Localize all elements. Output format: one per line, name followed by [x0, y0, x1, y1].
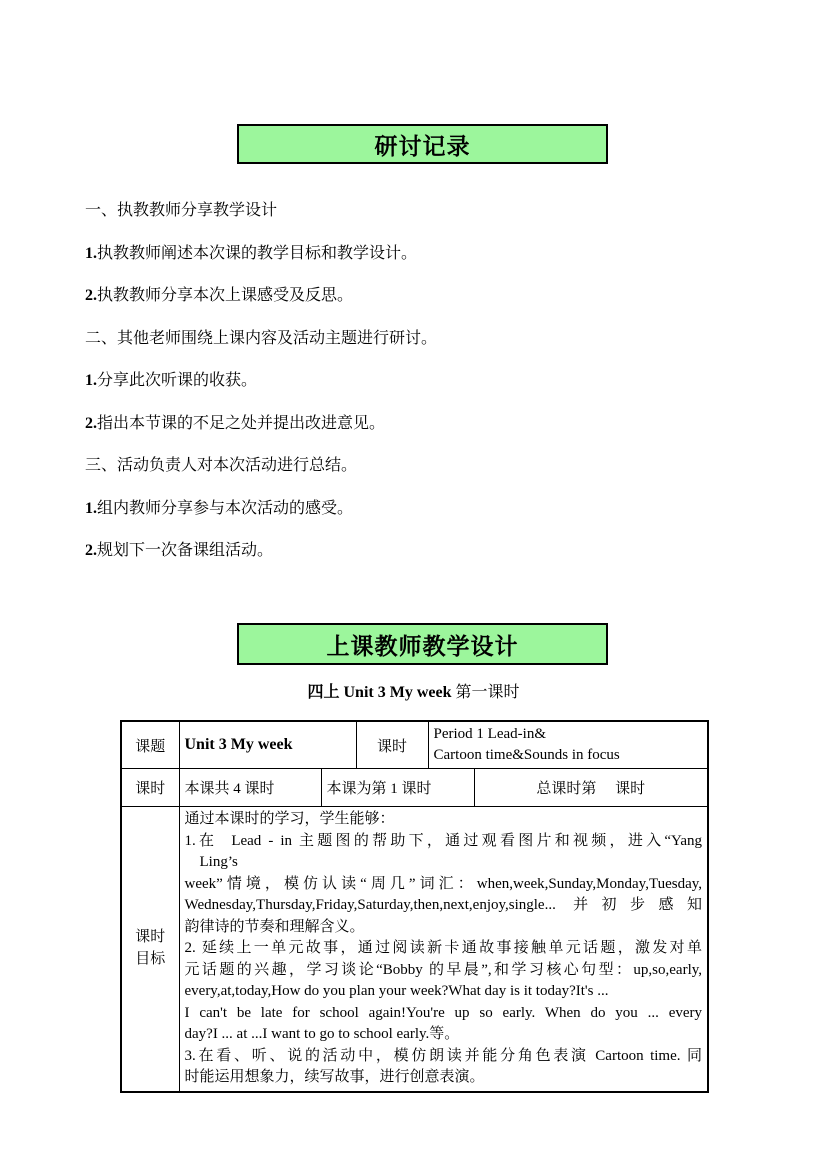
- item-number: 1.: [85, 372, 97, 389]
- section-header-teaching-design: [237, 623, 608, 665]
- discussion-list: [85, 201, 725, 584]
- section-header-text: 研讨记录: [374, 132, 471, 159]
- goal-line: I can't be late for school again!You're up so early. When do you ... every: [184, 1004, 703, 1021]
- cell-overall-hour: [474, 769, 708, 807]
- section-header-text: 上课教师教学设计: [326, 632, 519, 659]
- discussion-item: [85, 414, 725, 434]
- lesson-subtitle: [0, 683, 827, 703]
- period-line-2: Cartoon time&Sounds in focus: [433, 747, 620, 763]
- cell-period-label: [356, 721, 428, 769]
- item-text: 分享此次听课的收获。: [97, 372, 258, 389]
- item-number: 1.: [85, 499, 97, 517]
- topic-value-text: Unit 3 My week: [184, 736, 293, 753]
- goal-line: 时能运用想象力，续写故事，进行创意表演。: [184, 1069, 485, 1085]
- goal-line: 2. 延续上一单元故事，通过阅读新卡通故事接触单元话题，激发对单: [184, 940, 703, 956]
- item-number: 1.: [85, 244, 97, 262]
- goals-label-line-1: 课时: [135, 929, 166, 946]
- item-text: 规划下一次备课组活动。: [97, 542, 274, 559]
- item-text: 三、活动负责人对本次活动进行总结。: [85, 457, 358, 474]
- discussion-item: [85, 541, 725, 561]
- item-text: 一、执教教师分享教学设计: [85, 202, 278, 219]
- cell-hours-label: [121, 769, 179, 807]
- goal-line: day?I ... at ...I want to go to school early.等。: [184, 1026, 460, 1042]
- goal-line: 通过本课时的学习，学生能够：: [184, 811, 395, 827]
- overall-hour-text: 总课时第 课时: [536, 781, 646, 797]
- goal-line: every,at,today,How do you plan your week?What day is it today?It's ...: [184, 983, 609, 999]
- subtitle-unit: 四上 Unit 3 My week: [307, 684, 452, 701]
- item-text: 执教教师分享本次上课感受及反思。: [97, 287, 354, 304]
- section-header-discussion-record: [237, 124, 608, 164]
- item-number: 2.: [85, 414, 97, 432]
- discussion-item: [85, 371, 725, 391]
- cell-current-hour: [321, 769, 474, 807]
- goal-line: 1.在 Lead - in 主题图的帮助下，通过观看图片和视频，进入“Yang: [184, 832, 703, 849]
- discussion-item: [85, 244, 725, 264]
- period-label-text: 课时: [377, 738, 408, 755]
- lesson-info-table: [120, 720, 709, 1093]
- item-text: 组内教师分享参与本次活动的感受。: [97, 499, 354, 517]
- table-row-goals: [121, 807, 708, 1092]
- discussion-item: [85, 499, 725, 519]
- cell-period-value: [428, 721, 708, 769]
- item-text: 指出本节课的不足之处并提出改进意见。: [97, 414, 386, 432]
- goal-line: Wednesday,Thursday,Friday,Saturday,then,next,enjoy,single... 并初步感知: [184, 897, 703, 913]
- period-line-1: Period 1 Lead-in&: [433, 726, 546, 742]
- current-hour-text: 本课为第 1 课时: [326, 781, 432, 797]
- discussion-item: [85, 286, 725, 306]
- hours-label-text: 课时: [135, 781, 166, 797]
- goal-line: Ling’s: [184, 854, 238, 870]
- topic-label-text: 课题: [135, 738, 166, 755]
- item-number: 2.: [85, 287, 97, 304]
- discussion-item: [85, 201, 725, 221]
- item-text: 执教教师阐述本次课的教学目标和教学设计。: [97, 244, 418, 262]
- goals-label-line-2: 目标: [135, 950, 166, 967]
- discussion-item: [85, 329, 725, 349]
- goal-line: week”情境，模仿认读“周几”词汇：when,week,Sunday,Monday,Tuesday,: [184, 875, 703, 892]
- goal-line: 韵律诗的节奏和理解含义。: [184, 918, 365, 935]
- cell-topic-label: [121, 721, 179, 769]
- item-number: 2.: [85, 542, 97, 559]
- table-row-hours: [121, 769, 708, 807]
- item-text: 二、其他老师围绕上课内容及活动主题进行研讨。: [85, 329, 438, 347]
- cell-goals-content: [179, 807, 708, 1092]
- discussion-item: [85, 456, 725, 476]
- goal-line: 元话题的兴趣，学习谈论“Bobby 的早晨”,和学习核心句型：up,so,early,: [184, 961, 703, 978]
- cell-topic-value: [179, 721, 356, 769]
- subtitle-period: 第一课时: [455, 684, 520, 701]
- cell-goals-label: [121, 807, 179, 1092]
- table-row-topic: [121, 721, 708, 769]
- cell-total-hours: [179, 769, 321, 807]
- goal-line: 3.在看、听、说的活动中，模仿朗读并能分角色表演 Cartoon time. 同: [184, 1047, 703, 1064]
- total-hours-text: 本课共 4 课时: [184, 781, 275, 797]
